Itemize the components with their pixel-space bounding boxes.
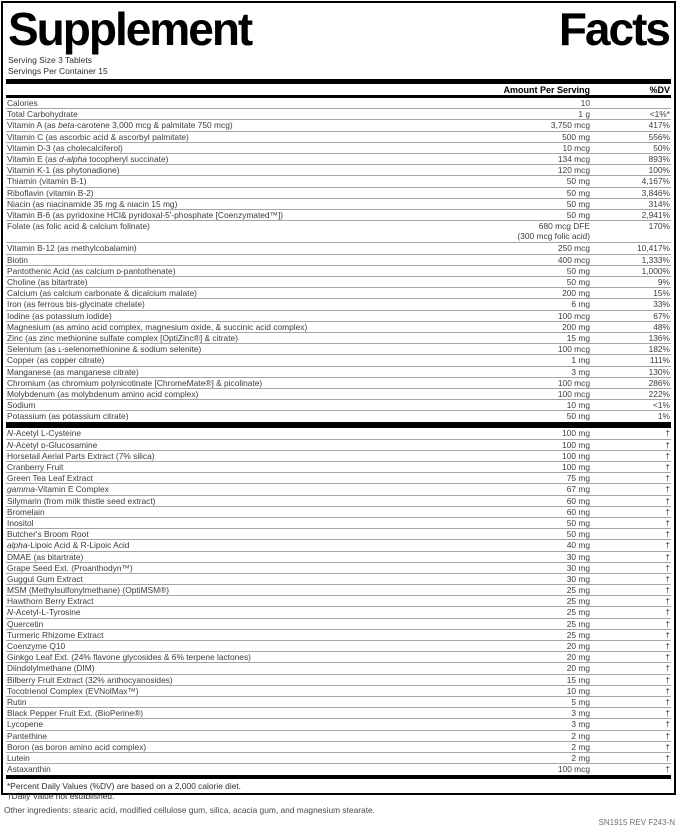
amount-value: 400 mcg xyxy=(557,254,590,265)
amount-value: 100 mg xyxy=(562,462,590,473)
amount-value: 30 mg xyxy=(566,551,590,562)
dv-value: † xyxy=(665,685,670,696)
footnotes xyxy=(6,779,671,801)
dv-value: † xyxy=(665,473,670,484)
amount-value: 50 mg xyxy=(566,277,590,288)
dv-value: † xyxy=(665,752,670,763)
table-row xyxy=(6,585,671,596)
ingredient-name: Zinc (as zinc methionine sulfate complex [OptiZinc®] & citrate) xyxy=(7,332,238,343)
table-row xyxy=(6,333,671,344)
amount-value: 134 mcg xyxy=(557,153,590,164)
ingredient-name: gamma-Vitamin E Complex xyxy=(7,484,109,495)
dv-value: <1%* xyxy=(649,109,670,120)
ingredient-name: Biotin xyxy=(7,254,28,265)
table-row xyxy=(6,496,671,507)
amount-value: 100 mcg xyxy=(557,764,590,775)
dv-value: 286% xyxy=(648,377,670,388)
amount-value: 100 mcg xyxy=(557,344,590,355)
dv-value: 1,000% xyxy=(641,265,670,276)
footnote-dagger: †Daily Value not established. xyxy=(7,791,115,802)
amount-value: 25 mg xyxy=(566,607,590,618)
table-row xyxy=(6,400,671,411)
table-row xyxy=(6,540,671,551)
amount-value: 200 mg xyxy=(562,321,590,332)
amount-value: 100 mcg xyxy=(557,388,590,399)
ingredient-name: Lutein xyxy=(7,752,30,763)
dv-value: 136% xyxy=(648,332,670,343)
table-row xyxy=(6,411,671,422)
dv-value: † xyxy=(665,428,670,439)
amount-value: 15 mg xyxy=(566,332,590,343)
ingredient-name: Vitamin B-12 (as methylcobalamin) xyxy=(7,243,137,254)
ingredient-name: Folate (as folic acid & calcium folinate) xyxy=(7,221,150,232)
table-row xyxy=(6,378,671,389)
dv-value: 182% xyxy=(648,344,670,355)
table-row xyxy=(6,652,671,663)
table-row xyxy=(6,132,671,143)
ingredient-name: Quercetin xyxy=(7,618,44,629)
table-row xyxy=(6,176,671,187)
ingredient-name: Pantethine xyxy=(7,730,48,741)
table-row xyxy=(6,742,671,753)
main-nutrient-rows xyxy=(6,98,671,422)
table-row xyxy=(6,753,671,764)
ingredient-name: N-Acetyl L-Cysteine xyxy=(7,428,82,439)
amount-value: 3 mg xyxy=(571,366,590,377)
table-row xyxy=(6,731,671,742)
table-row xyxy=(6,596,671,607)
amount-value: 50 mg xyxy=(566,187,590,198)
table-row xyxy=(6,663,671,674)
amount-value: 680 mcg DFE (300 mcg folic acid) xyxy=(517,221,590,242)
amount-value: 20 mg xyxy=(566,663,590,674)
table-row xyxy=(6,686,671,697)
table-row xyxy=(6,552,671,563)
table-row xyxy=(6,484,671,495)
ingredient-name: N-Acetyl ᴅ-Glucosamine xyxy=(7,439,98,450)
dv-value: † xyxy=(665,439,670,450)
amount-value: 50 mg xyxy=(566,176,590,187)
ingredient-name: N-Acetyl-L-Tyrosine xyxy=(7,607,81,618)
table-row xyxy=(6,367,671,378)
ingredient-name: Molybdenum (as molybdenum amino acid complex) xyxy=(7,388,199,399)
header-percent-dv: %DV xyxy=(649,84,670,95)
ingredient-name: Pantothenic Acid (as calcium ᴅ-pantothenate) xyxy=(7,265,176,276)
amount-value: 50 mg xyxy=(566,529,590,540)
amount-value: 3 mg xyxy=(571,719,590,730)
dv-value: † xyxy=(665,708,670,719)
dv-value: 4,167% xyxy=(641,176,670,187)
ingredient-name: Calcium (as calcium carbonate & dicalcium malate) xyxy=(7,288,197,299)
table-row xyxy=(6,120,671,131)
table-row xyxy=(6,473,671,484)
dv-value: † xyxy=(665,573,670,584)
ingredient-name: Bromelain xyxy=(7,506,45,517)
table-row xyxy=(6,697,671,708)
table-row xyxy=(6,462,671,473)
dv-value: † xyxy=(665,663,670,674)
dv-value: 111% xyxy=(649,355,670,366)
ingredient-name: Boron (as boron amino acid complex) xyxy=(7,741,147,752)
dv-value: † xyxy=(665,540,670,551)
amount-value: 50 mg xyxy=(566,265,590,276)
amount-value: 20 mg xyxy=(566,641,590,652)
table-row xyxy=(6,355,671,366)
ingredient-name: Vitamin K-1 (as phytonadione) xyxy=(7,165,120,176)
ingredient-name: Manganese (as manganese citrate) xyxy=(7,366,139,377)
amount-value: 100 mcg xyxy=(557,310,590,321)
amount-value: 10 mcg xyxy=(562,142,590,153)
dv-value: † xyxy=(665,484,670,495)
dv-value: † xyxy=(665,674,670,685)
dv-value: † xyxy=(665,462,670,473)
dv-value: <1% xyxy=(653,400,670,411)
dv-value: 1% xyxy=(657,411,670,422)
dv-value: † xyxy=(665,517,670,528)
ingredient-name: Potassium (as potassium citrate) xyxy=(7,411,129,422)
table-row xyxy=(6,440,671,451)
dv-value: 893% xyxy=(648,153,670,164)
dv-value: 48% xyxy=(653,321,670,332)
revision-code: SN1915 REV F243-N xyxy=(598,818,675,827)
ingredient-name: Tocotrienol Complex (EVNolMax™) xyxy=(7,685,139,696)
ingredient-name: DMAE (as bitartrate) xyxy=(7,551,84,562)
dv-value: † xyxy=(665,652,670,663)
serving-size-line: Serving Size 3 Tablets xyxy=(8,55,92,65)
ingredient-name: Selenium (as ʟ-selenomethionine & sodium selenite) xyxy=(7,344,202,355)
panel-title xyxy=(6,3,671,55)
dv-value: † xyxy=(665,562,670,573)
amount-value: 25 mg xyxy=(566,629,590,640)
amount-value: 6 mg xyxy=(571,299,590,310)
table-row xyxy=(6,154,671,165)
ingredient-name: Riboflavin (vitamin B-2) xyxy=(7,187,94,198)
table-row xyxy=(6,389,671,400)
amount-value: 15 mg xyxy=(566,674,590,685)
ingredient-name: Sodium xyxy=(7,400,36,411)
table-row xyxy=(6,322,671,333)
header-amount-per-serving: Amount Per Serving xyxy=(503,84,590,95)
ingredient-name: Niacin (as niacinamide 35 mg & niacin 15 mg) xyxy=(7,198,178,209)
table-row xyxy=(6,607,671,618)
dv-value: † xyxy=(665,641,670,652)
table-row xyxy=(6,288,671,299)
dv-value: † xyxy=(665,495,670,506)
amount-value: 2 mg xyxy=(571,730,590,741)
ingredient-name: Inositol xyxy=(7,517,34,528)
table-row xyxy=(6,708,671,719)
dv-value: 67% xyxy=(653,310,670,321)
amount-value: 120 mcg xyxy=(557,165,590,176)
title-word-facts: Facts xyxy=(558,3,669,55)
dv-value: 9% xyxy=(657,277,670,288)
table-row xyxy=(6,277,671,288)
dv-value: † xyxy=(665,607,670,618)
dv-value: 222% xyxy=(648,388,670,399)
dv-value: 2,941% xyxy=(641,209,670,220)
amount-value: 1 g xyxy=(578,109,590,120)
dv-value: † xyxy=(665,764,670,775)
ingredient-name: Guggul Gum Extract xyxy=(7,573,83,584)
footnote-daily-values: *Percent Daily Values (%DV) are based on a 2,000 calorie diet. xyxy=(7,781,242,792)
dv-value: † xyxy=(665,629,670,640)
amount-value: 50 mg xyxy=(566,517,590,528)
table-row xyxy=(6,563,671,574)
amount-value: 10 mg xyxy=(566,400,590,411)
dv-value: 33% xyxy=(653,299,670,310)
table-row xyxy=(6,221,671,243)
amount-value: 3,750 mcg xyxy=(550,120,590,131)
dv-value: † xyxy=(665,730,670,741)
ingredient-name: Coenzyme Q10 xyxy=(7,641,66,652)
ingredient-name: Vitamin D-3 (as cholecalciferol) xyxy=(7,142,123,153)
amount-value: 2 mg xyxy=(571,752,590,763)
ingredient-name: Vitamin C (as ascorbic acid & ascorbyl palmitate) xyxy=(7,131,189,142)
amount-value: 10 mg xyxy=(566,685,590,696)
ingredient-name: Magnesium (as amino acid complex, magnesium oxide, & succinic acid complex) xyxy=(7,321,308,332)
amount-value: 25 mg xyxy=(566,618,590,629)
ingredient-name: Black Pepper Fruit Ext. (BioPerine®) xyxy=(7,708,144,719)
table-row xyxy=(6,344,671,355)
ingredient-name: Turmeric Rhizome Extract xyxy=(7,629,104,640)
dv-value: 417% xyxy=(648,120,670,131)
table-row xyxy=(6,630,671,641)
amount-value: 2 mg xyxy=(571,741,590,752)
table-row xyxy=(6,311,671,322)
dv-value: 314% xyxy=(648,198,670,209)
amount-value: 1 mg xyxy=(571,355,590,366)
dv-value: † xyxy=(665,551,670,562)
dv-value: † xyxy=(665,741,670,752)
amount-value: 250 mcg xyxy=(557,243,590,254)
dv-value: 170% xyxy=(648,221,670,232)
dv-value: 1,333% xyxy=(641,254,670,265)
ingredient-name: Vitamin E (as d-alpha tocopheryl succinate) xyxy=(7,153,169,164)
dv-value: 3,846% xyxy=(641,187,670,198)
dv-value: † xyxy=(665,596,670,607)
amount-value: 100 mg xyxy=(562,428,590,439)
ingredient-name: Rutin xyxy=(7,696,27,707)
amount-value: 100 mcg xyxy=(557,377,590,388)
dv-value: 15% xyxy=(653,288,670,299)
amount-value: 75 mg xyxy=(566,473,590,484)
dv-value: † xyxy=(665,585,670,596)
table-row xyxy=(6,641,671,652)
table-row xyxy=(6,98,671,109)
table-row xyxy=(6,675,671,686)
amount-value: 67 mg xyxy=(566,484,590,495)
ingredient-name: Lycopene xyxy=(7,719,44,730)
table-row xyxy=(6,243,671,254)
ingredient-name: Cranberry Fruit xyxy=(7,462,64,473)
other-ingredients-text: Other ingredients: stearic acid, modified cellulose gum, silica, acacia gum, and magnesium stearate. xyxy=(4,805,376,815)
amount-value: 30 mg xyxy=(566,562,590,573)
dv-value: † xyxy=(665,719,670,730)
table-row xyxy=(6,574,671,585)
amount-value: 25 mg xyxy=(566,585,590,596)
table-row xyxy=(6,764,671,775)
ingredient-name: Diindolylmethane (DIM) xyxy=(7,663,95,674)
amount-value: 50 mg xyxy=(566,198,590,209)
table-row xyxy=(6,529,671,540)
ingredient-name: Total Carbohydrate xyxy=(7,109,78,120)
ingredient-name: Iron (as ferrous bis-glycinate chelate) xyxy=(7,299,145,310)
below-panel-area xyxy=(4,805,675,827)
ingredient-name: Grape Seed Ext. (Proanthodyn™) xyxy=(7,562,133,573)
table-row xyxy=(6,199,671,210)
amount-value: 60 mg xyxy=(566,495,590,506)
table-row xyxy=(6,619,671,630)
ingredient-name: Butcher's Broom Root xyxy=(7,529,89,540)
amount-value: 200 mg xyxy=(562,288,590,299)
dv-value: 10,417% xyxy=(636,243,670,254)
dv-value: 130% xyxy=(648,366,670,377)
ingredient-name: Bilberry Fruit Extract (32% anthocyanosides) xyxy=(7,674,173,685)
amount-value: 10 xyxy=(580,98,590,108)
ingredient-name: Vitamin A (as beta-carotene 3,000 mcg & palmitate 750 mcg) xyxy=(7,120,233,131)
ingredient-name: Vitamin B-6 (as pyridoxine HCl& pyridoxal-5'-phosphate [Coenzymated™]) xyxy=(7,209,284,220)
servings-per-container-line: Servings Per Container 15 xyxy=(8,66,108,76)
amount-value: 100 mg xyxy=(562,439,590,450)
table-row xyxy=(6,143,671,154)
dv-value: † xyxy=(665,696,670,707)
ingredient-name: Silymarin (from milk thistle seed extract) xyxy=(7,495,156,506)
ingredient-name: Hawthorn Berry Extract xyxy=(7,596,94,607)
amount-value: 50 mg xyxy=(566,209,590,220)
amount-value: 5 mg xyxy=(571,696,590,707)
table-row xyxy=(6,299,671,310)
table-row xyxy=(6,210,671,221)
table-row xyxy=(6,451,671,462)
dv-value: † xyxy=(665,618,670,629)
ingredient-name: MSM (Methylsulfonylmethane) (OptiMSM®) xyxy=(7,585,170,596)
table-row xyxy=(6,255,671,266)
table-row xyxy=(6,428,671,439)
dv-value: 50% xyxy=(653,142,670,153)
ingredient-name: Green Tea Leaf Extract xyxy=(7,473,93,484)
other-nutrient-rows xyxy=(6,428,671,775)
ingredient-name: alpha-Lipoic Acid & R-Lipoic Acid xyxy=(7,540,130,551)
ingredient-name: Ginkgo Leaf Ext. (24% flavone glycosides & 6% terpene lactones) xyxy=(7,652,251,663)
dv-value: 556% xyxy=(648,131,670,142)
amount-value: 60 mg xyxy=(566,506,590,517)
dv-value: † xyxy=(665,506,670,517)
amount-value: 100 mg xyxy=(562,450,590,461)
table-header-row xyxy=(6,84,671,95)
table-row xyxy=(6,188,671,199)
table-row xyxy=(6,719,671,730)
amount-value: 30 mg xyxy=(566,573,590,584)
amount-value: 25 mg xyxy=(566,596,590,607)
dv-value: 100% xyxy=(648,165,670,176)
amount-value: 50 mg xyxy=(566,411,590,422)
dv-value: † xyxy=(665,450,670,461)
ingredient-name: Calories xyxy=(7,98,38,108)
table-row xyxy=(6,266,671,277)
amount-value: 3 mg xyxy=(571,708,590,719)
ingredient-name: Copper (as copper citrate) xyxy=(7,355,105,366)
dv-value: † xyxy=(665,529,670,540)
title-word-supplement: Supplement xyxy=(8,3,252,55)
ingredient-name: Choline (as bitartrate) xyxy=(7,277,88,288)
ingredient-name: Iodine (as potassium iodide) xyxy=(7,310,112,321)
supplement-facts-panel xyxy=(1,1,676,802)
ingredient-name: Horsetail Aerial Parts Extract (7% silica) xyxy=(7,450,155,461)
table-row xyxy=(6,518,671,529)
table-row xyxy=(6,165,671,176)
amount-value: 40 mg xyxy=(566,540,590,551)
amount-value: 500 mg xyxy=(562,131,590,142)
table-row xyxy=(6,109,671,120)
ingredient-name: Astaxanthin xyxy=(7,764,51,775)
amount-value: 20 mg xyxy=(566,652,590,663)
table-row xyxy=(6,507,671,518)
ingredient-name: Thiamin (vitamin B-1) xyxy=(7,176,87,187)
ingredient-name: Chromium (as chromium polynicotinate [ChromeMate®] & picolinate) xyxy=(7,377,263,388)
